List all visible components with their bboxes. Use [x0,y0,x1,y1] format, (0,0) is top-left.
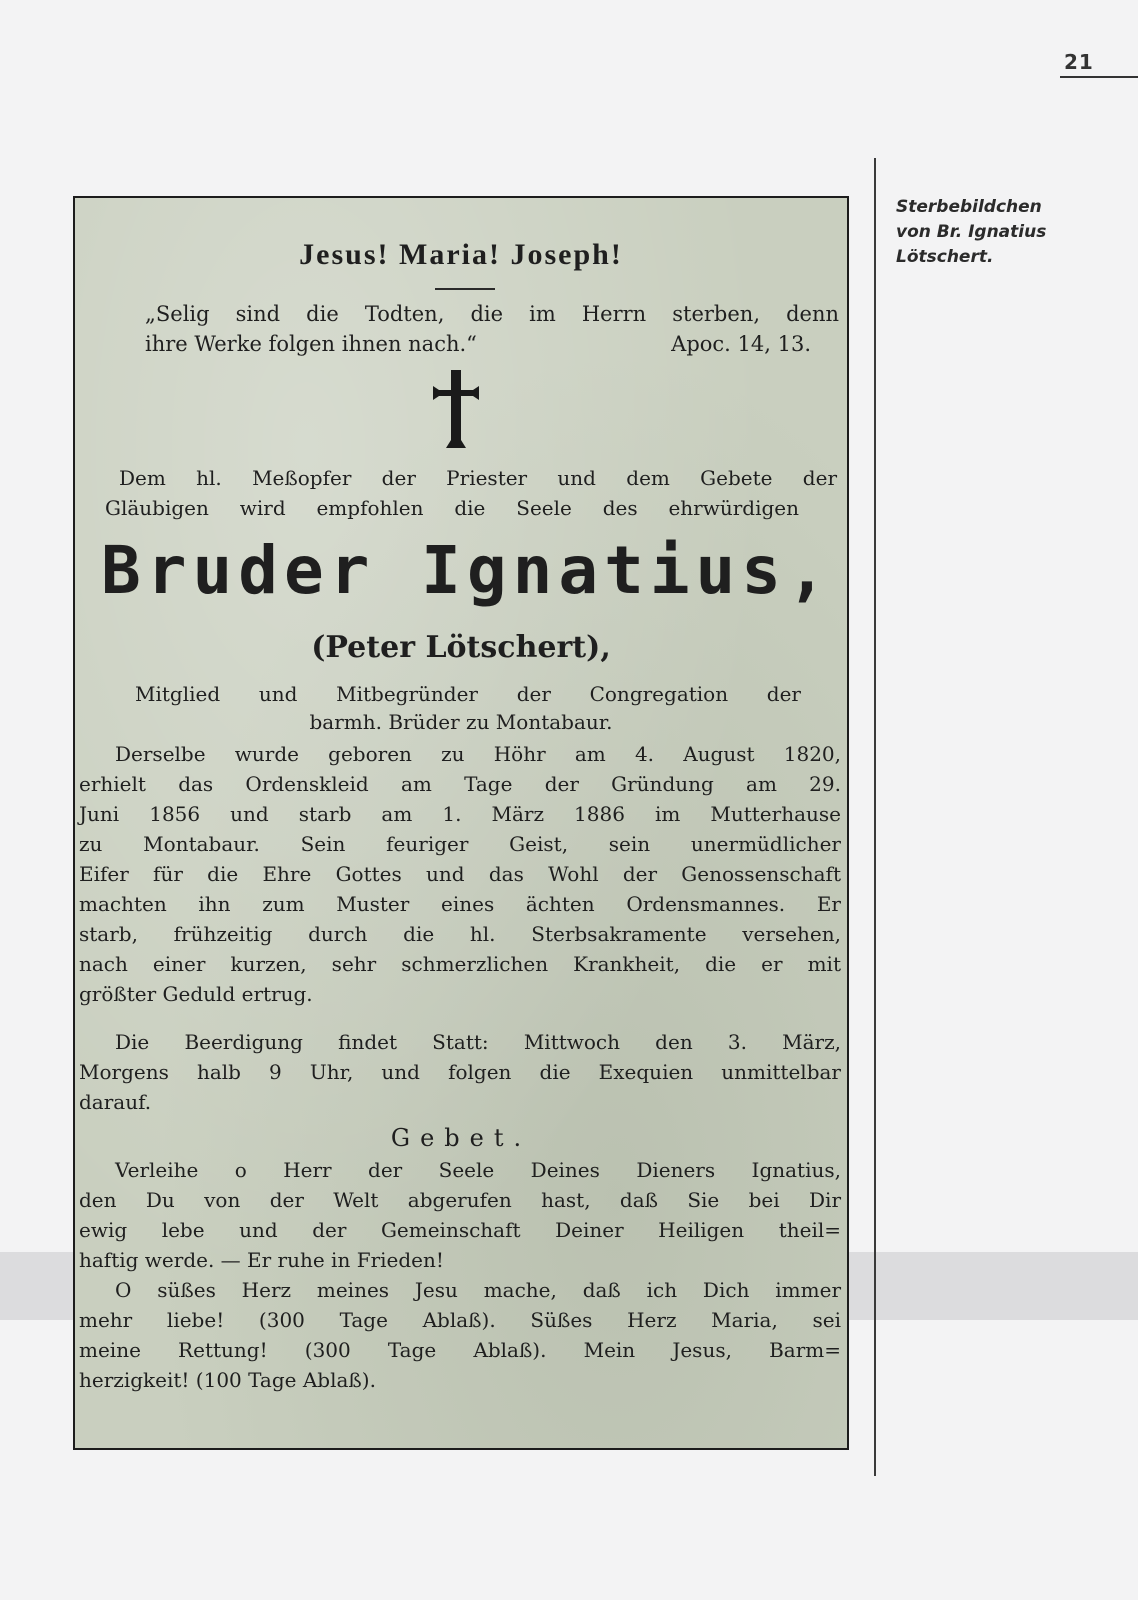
page-number: 21 [1064,50,1094,74]
quote-text: ihre Werke folgen ihnen nach.“ [145,332,477,356]
bio-line: Eifer für die Ehre Gottes und das Wohl der Genossenschaft [79,862,841,886]
caption-line: von Br. Ignatius [896,222,1047,242]
prayer-line: mehr liebe! (300 Tage Ablaß). Süßes Herz Maria, sei [79,1308,841,1332]
prayer-line: Verleihe o Herr der Seele Deines Dieners Ignatius, [115,1158,841,1182]
prayer-heading: Gebet. [390,1124,532,1152]
burial-line: Die Beerdigung findet Statt: Mittwoch den 3. März, [115,1030,841,1054]
newspaper-clipping [73,196,849,1450]
page-number-rule [1060,76,1138,78]
bio-line: größter Geduld ertrug. [79,982,313,1006]
bio-line: starb, frühzeitig durch die hl. Sterbsakramente versehen, [79,922,841,946]
quote-line-1: „Selig sind die Todten, die im Herrn sterben, denn [145,302,839,326]
intro-line-1: Dem hl. Meßopfer der Priester und dem Gebete der [119,466,837,490]
prayer-line: ewig lebe und der Gemeinschaft Deiner Heiligen theil= [79,1218,841,1242]
intro-line-2: Gläubigen wird empfohlen die Seele des ehrwürdigen [105,496,799,520]
caption-line: Lötschert. [896,247,994,267]
prayer-line: haftig werde. — Er ruhe in Frieden! [79,1248,444,1272]
quote-line-2 [145,332,811,356]
bio-line: Derselbe wurde geboren zu Höhr am 4. August 1820, [115,742,841,766]
cross-icon [421,370,491,460]
bio-line: nach einer kurzen, sehr schmerzlichen Krankheit, die er mit [79,952,841,976]
member-line-2: barmh. Brüder zu Montabaur. [309,710,613,734]
bio-line: zu Montabaur. Sein feuriger Geist, sein unermüdlicher [79,832,841,856]
quote-reference: Apoc. 14, 13. [671,332,811,356]
member-line-1: Mitglied und Mitbegründer der Congregation der [135,682,801,706]
caption-line: Sterbebildchen [896,197,1042,217]
figure-caption [896,195,1076,270]
title-rule [435,288,495,290]
prayer-line: herzigkeit! (100 Tage Ablaß). [79,1368,376,1392]
bio-line: Juni 1856 und starb am 1. März 1886 im Mutterhause [79,802,841,826]
prayer-line: den Du von der Welt abgerufen hast, daß Sie bei Dir [79,1188,841,1212]
prayer-line: meine Rettung! (300 Tage Ablaß). Mein Jesus, Barm= [79,1338,841,1362]
column-rule [874,158,876,1476]
clipping-title: Jesus! Maria! Joseph! [299,238,623,271]
bio-line: erhielt das Ordenskleid am Tage der Gründung am 29. [79,772,841,796]
burial-line: darauf. [79,1090,152,1114]
bio-line: machten ihn zum Muster eines ächten Ordensmannes. Er [79,892,841,916]
civil-name: (Peter Lötschert), [311,630,611,665]
deceased-name: Bruder Ignatius, [101,532,833,609]
burial-line: Morgens halb 9 Uhr, und folgen die Exequien unmittelbar [79,1060,841,1084]
prayer-line: O süßes Herz meines Jesu mache, daß ich Dich immer [115,1278,841,1302]
